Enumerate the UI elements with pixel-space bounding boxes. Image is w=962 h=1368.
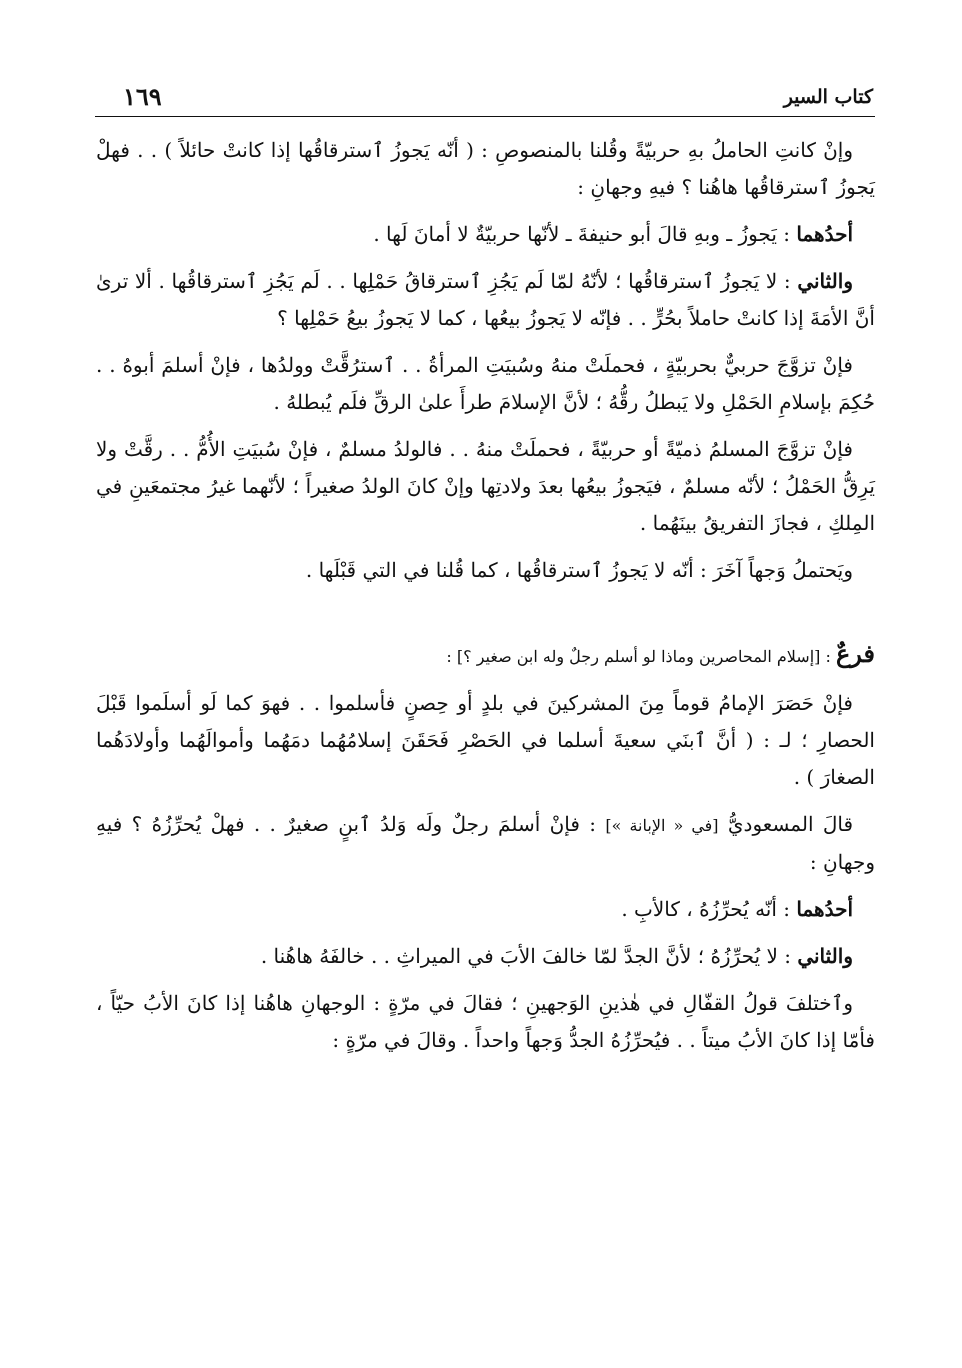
paragraph-text: : لا يُحرِّزُهُ ؛ لأنَّ الجدَّ لمّا خالفَ الأبَ في الميراثِ . . خالفَهُ هاهُنا . <box>260 944 798 968</box>
paragraph-label: أحدُهما <box>796 897 853 921</box>
paragraph: فإنْ تزوَّجَ حربيٌّ بحربيّةٍ ، فحملَتْ منهُ وسُبيَتِ المرأةُ . . ٱسترُقَّتْ وولدُها ، فإنْ أسلمَ أبوهُ . . حُكِمَ بإسلامِ الحَمْلِ ولا يَبطلُ رقُّهُ ؛ لأنَّ الإسلامَ طرأَ علىٰ الرقِّ فلَم يُبطلهُ . <box>96 353 875 414</box>
paragraph-label: والثاني <box>797 269 853 293</box>
running-title: كتاب السير <box>783 86 873 108</box>
paragraph <box>96 263 875 337</box>
paragraph-label: أحدُهما <box>796 222 853 246</box>
paragraph-text: قالَ المسعوديُّ <box>718 812 854 836</box>
section-heading <box>96 635 875 675</box>
paragraph-text: : لا يَجوزُ ٱسترقاقُها ؛ لأنّهُ لمّا لَم يَجُزِ ٱسترقاقُ حَمْلِها . . لَم يَجُزِ ٱسترقاقُها . ألا ترىٰ أنَّ الأمَةَ إذا كانتْ حاملاً بحُرٍّ . . فإنّه لا يَجوزُ بيعُها ، كما لا يَجوزُ بيعُ حَمْلِها ؟ <box>96 269 875 330</box>
paragraph: فإنْ حَصَرَ الإمامُ قوماً مِنَ المشركينَ في بلدٍ أو حِصنٍ فأسلموا . . فهوَ كما لَو أسلَموا قَبْلَ الحصارِ ؛ لـ : ( أنَّ ٱبنَي سعيةَ أسلما في الحَصْرِ فَحَقَنَ إسلامُهُما دمَهُما وأموالَهُما وأولادَهُما الصغارَ ) . <box>96 691 875 789</box>
paragraph: فإنْ تزوَّجَ المسلمُ ذميّةً أو حربيّةً ، فحملَتْ منهُ . . فالولدُ مسلمٌ ، فإنْ سُبيَتِ الأُمُّ . . رقَّتْ ولا يَرِقُّ الحَمْلُ ؛ لأنّه مسلمٌ ، فيَجوزُ بيعُها بعدَ ولادتِها وإنْ كانَ الولدُ صغيراً ؛ لأنّهما غيرُ مجتمعَينِ في المِلكِ ، فجازَ التفريقُ بينَهُما . <box>96 437 875 535</box>
section-gap <box>96 599 875 635</box>
far-title: : [إسلام المحاصرين وماذا لو أسلم رجلٌ وله ابن صغير ؟] : <box>446 647 836 666</box>
paragraph-text: : فإنْ أسلمَ رجلٌ ولَه وَلدُ ٱبنٍ صغيرٌ . . فهلْ يُحرِّزُهُ ؟ فيهِ وجهانِ : <box>96 812 875 874</box>
source-note: [في « الإبانة »] <box>605 816 719 835</box>
paragraph: وإنْ كانتِ الحاملُ بهِ حربيّةً وقُلنا بالمنصوصِ : ( أنّه يَجوزُ ٱسترقاقُها إذا كانتْ حائلاً ) . . فهلْ يَجوزُ ٱسترقاقُها هاهُنا ؟ فيهِ وجهانِ : <box>96 138 875 199</box>
paragraph <box>96 891 875 928</box>
far-label: فرعٌ <box>835 639 875 668</box>
page-body <box>96 132 875 1069</box>
paragraph-text: : يَجوزُ ـ وبهِ قالَ أبو حنيفةَ ـ لأنّها حربيّةٌ لا أمانَ لَها . <box>373 222 797 246</box>
paragraph: وٱختلفَ قولُ القفّالِ في هٰذينِ الوَجهينِ ؛ فقالَ في مرّةٍ : الوجهانِ هاهُنا إذا كانَ الأبُ حيّاً ، فأمّا إذا كانَ الأبُ ميتاً . . فيُحرِّزُهُ الجدُّ وَجهاً واحداً . وقالَ في مرّةٍ : <box>96 991 875 1052</box>
paragraph-text: : أنّه يُحرِّزُهُ ، كالأبِ . <box>621 897 797 921</box>
paragraph <box>96 806 875 881</box>
page-header <box>95 76 875 117</box>
page-number: ١٦٩ <box>123 82 162 111</box>
paragraph <box>96 216 875 253</box>
paragraph-label: والثاني <box>797 944 853 968</box>
paragraph <box>96 938 875 975</box>
paragraph: ويَحتملُ وَجهاً آخَرَ : أنّه لا يَجوزُ ٱسترقاقُها ، كما قُلنا في التي قَبْلَها . <box>305 558 853 582</box>
